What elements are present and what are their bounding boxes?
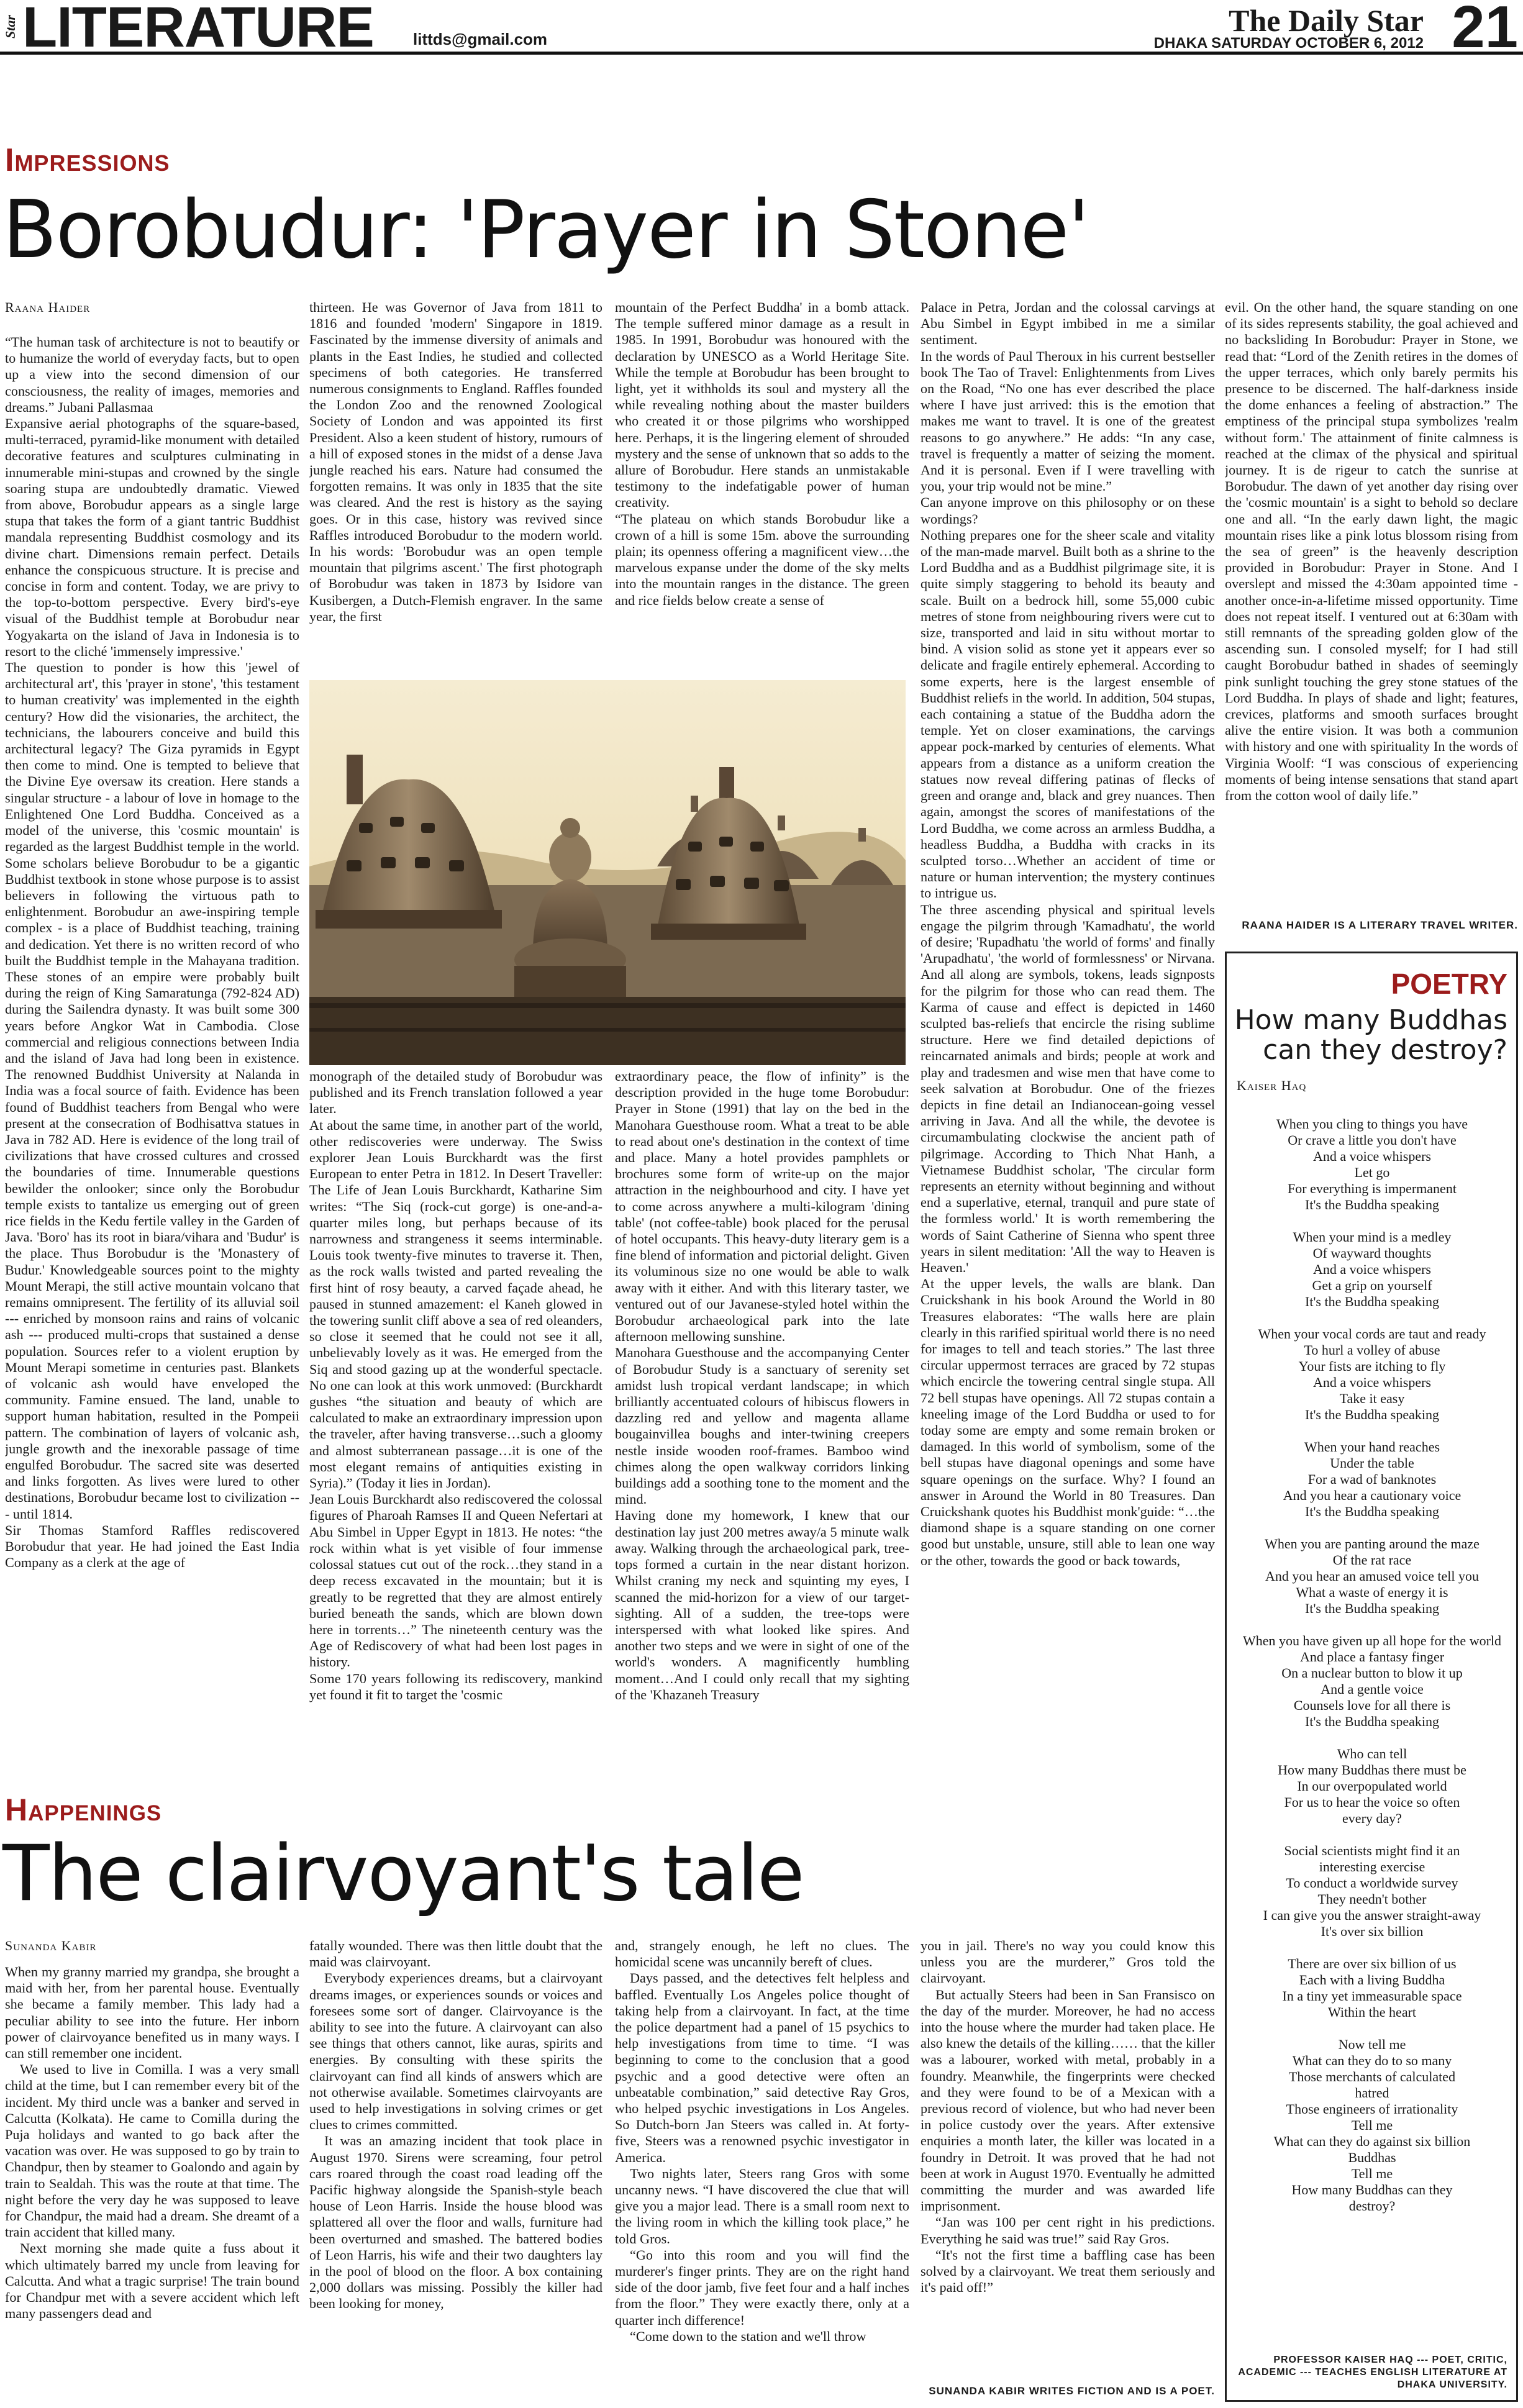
paragraph: Having done my homework, I knew that our destination lay just 200 metres away/a 5 minute walk away. Walking through the archaeological park, tree-tops formed a curtain in the near distant horizon. Whilst craning my neck and squinting my eyes, I scanned the mid-horizon for a view of our target-sighting. All of a sudden, the tree-tops were interspersed with what looked like spires. And another two steps and we were in sight of one of the world's wonders. A magnificently humbling moment…And I could only recall that my sighting of the 'Khazaneh Treasury xyxy=(615,1507,909,1702)
paragraph: “The plateau on which stands Borobudur like a crown of a hill is some 15m. above the surrounding plain; its openness offering a magnificent view…the marvelous expanse under the dome of the sky melts into the mountain ranges in the distance. The green and rice fields below create a sense of xyxy=(615,511,909,608)
borobudur-photo xyxy=(309,680,906,1065)
poem-line: When you are panting around the maze xyxy=(1265,1536,1480,1552)
article1-column-4 xyxy=(615,299,909,672)
article2-column-4 xyxy=(921,1938,1215,2380)
poem-line: For a wad of banknotes xyxy=(1307,1471,1437,1487)
poem-stanza xyxy=(1235,1843,1509,1940)
poem-line: It's over six billion xyxy=(1321,1924,1424,1939)
poem-stanza xyxy=(1235,1116,1509,1213)
poem-stanza xyxy=(1235,2037,1509,2214)
poem-line: Counsels love for all there is xyxy=(1293,1697,1451,1713)
paragraph: monograph of the detailed study of Borobudur was published and its French translation followed a year later. xyxy=(309,1068,602,1117)
poem-line: For everything is impermanent xyxy=(1288,1181,1457,1196)
paragraph: Sir Thomas Stamford Raffles rediscovered Borobudur that year. He had joined the East India Company as a clerk at the age of xyxy=(5,1522,299,1571)
paragraph: In the words of Paul Theroux in his current bestseller book The Tao of Travel: Enlightenments from Lives on the Road, “No one has ever described the place where I have just arrived: this is the emotion that makes me want to travel. It is one of the greatest reasons to go anywhere.” He adds: “In any case, travel is frequently a matter of seizing the moment. And it is personal. Even if I were travelling with you, your trip would not be mine.” xyxy=(921,348,1215,494)
poet-credit: PROFESSOR KAISER HAQ --- POET, CRITIC, ACADEMIC --- TEACHES ENGLISH LITERATURE AT DHAKA UNIVERSITY. xyxy=(1238,2355,1507,2390)
paragraph: At the upper levels, the walls are blank. Dan Cruickshank in his book Around the World in 80 Treasures elaborates: “The walls here are plain clearly in this rarified spiritual world there is no need for images to tell and teach stories.” The last three circular uppermost terraces are graced by 72 stupas which encircle the towering central single stupa. All 72 bell stupas have openings. All 72 stupas contain a kneeling image of the Lord Buddha or used to for today some are empty and some remain broken or damaged. In this world of symbolism, some of the bell stupas have diagonal openings and some have square openings on the surface. Why? I found an answer in Around the World in 80 Treasures. Dan Cruickshank quotes his Buddhist monk'guide: “…the diamond shape is a square standing on one corner good but unstable, unsure, still able to lean one way or the other, towards the good or back towards, xyxy=(921,1276,1215,1568)
article2-column-1 xyxy=(5,1964,299,2402)
paragraph: and, strangely enough, he left no clues. The homicidal scene was uncannily bereft of clues. xyxy=(615,1938,909,1970)
poem-line: Buddhas xyxy=(1348,2150,1396,2165)
poem-stanza xyxy=(1235,1439,1509,1520)
poem-line: And place a fantasy finger xyxy=(1299,1649,1445,1665)
poem-line: What can they do against six billion xyxy=(1273,2133,1471,2149)
poem-line: And a voice whispers xyxy=(1312,1148,1431,1164)
poem-line: Get a grip on yourself xyxy=(1312,1278,1432,1293)
paragraph: Nothing prepares one for the sheer scale and vitality of the man-made marvel. Built both as a shrine to the Lord Buddha and as a Buddhist pilgrimage site, it is quite simply staggering to behold its beauty and scale. Built on a bedrock hill, some 55,000 cubic metres of stone from neighbouring rivers were cut to size, transported and laid in situ without mortar to bind. A vision solid as stone yet it appears ever so delicate and fragile entirely ephemeral. According to some experts, here is the largest ensemble of Buddhist reliefs in the world. In addition, 504 stupas, each containing a statue of the Buddha adorn the temple. Yet on closer examinations, the carvings appear pock-marked by centuries of elements. What appears from a distance as a uniform creation the statues now reveal differing patinas of flecks of green and orange and, black and grey nuances. Then again, amongst the scores of manifestations of the Lord Buddha, we come across an armless Buddha, a headless Buddha, a Buddha with cracks in its sculpted torso…Whether an accident of time or nature or human intervention; the mystery continues to intrigue us. xyxy=(921,527,1215,901)
paragraph: “The human task of architecture is not to beautify or to humanize the world of everyday facts, but to open up a view into the second dimension of our consciousness, the reality of images, memories and dreams.” Jubani Pallasmaa xyxy=(5,334,299,415)
poem-stanza xyxy=(1235,1536,1509,1617)
article2-headline: The clairvoyant's tale xyxy=(2,1829,804,1919)
poem-line: Or crave a little you don't have xyxy=(1288,1132,1457,1148)
paragraph: Two nights later, Steers rang Gros with some uncanny news. “I have discovered the clue that will give you a major lead. There is a small room next to the living room in which the killing took place,” he told Gros. xyxy=(615,2165,909,2247)
poem-stanza xyxy=(1235,1746,1509,1827)
dateline: DHAKA SATURDAY OCTOBER 6, 2012 xyxy=(1153,35,1424,52)
paragraph: At about the same time, in another part of the world, other rediscoveries were underway. The Swiss explorer Jean Louis Burckhardt was the first European to enter Petra in 1812. In Desert Traveller: The Life of Jean Louis Burckhardt, Katharine Sim writes: “The Siq (rock-cut gorge) is one-and-a-quarter miles long, but perhaps because of its narrowness and strangeness it seems interminable. Louis took twenty-five minutes to traverse it. Then, as the rock walls twisted and parted revealing the first hint of rosy beauty, a carved façade ahead, he paused in stunned amazement: el Kaneh glowed in the towering sunlit cliff above a sea of red oleanders, so close it seemed that he could not see it all, unbelievably lovely as it was. He emerged from the Siq and stood gazing up at the wonderful spectacle. No one can look at this work unmoved: (Burckhardt gushes “the situation and beauty of which are calculated to make an extraordinary impression upon the traveler, after having transverse…such a gloomy and almost subterranean passage…it is one of the most elegant remains of antiquities existing in Syria).” (Today it lies in Jordan). xyxy=(309,1117,602,1491)
poem-line: How many Buddhas can they xyxy=(1291,2182,1453,2197)
star-logo: Star xyxy=(2,15,18,39)
photo-illustration xyxy=(309,680,906,1065)
article1-column-1 xyxy=(5,334,299,1747)
article1-headline: Borobudur: 'Prayer in Stone' xyxy=(2,184,1089,276)
poem-line: Those merchants of calculated xyxy=(1288,2069,1456,2084)
article1-kicker: Impressions xyxy=(5,142,170,178)
poem-line: hatred xyxy=(1355,2085,1389,2101)
poem-line: How many Buddhas there must be xyxy=(1278,1762,1466,1778)
paragraph: Can anyone improve on this philosophy or on these wordings? xyxy=(921,494,1215,527)
poem-stanza xyxy=(1235,1956,1509,2020)
page-masthead xyxy=(0,0,1523,60)
poem-line: To hurl a volley of abuse xyxy=(1304,1342,1440,1358)
poem-line: Of the rat race xyxy=(1332,1552,1412,1568)
paragraph: Some 170 years following its rediscovery, mankind yet found it fit to target the 'cosmic xyxy=(309,1670,602,1702)
poem-line: And you hear a cautionary voice xyxy=(1283,1488,1462,1503)
paragraph: Days passed, and the detectives felt helpless and baffled. Eventually Los Angeles police thought of taking help from a clairvoyant. In fact, at the time the police department had a panel of 15 psychics to help investigations from time to time. “I was beginning to come to the conclusion that a good psychic and a good detective were often an unbeatable combination,” said detective Ray Gros, who helped psychic investigations in Los Angeles. So Dutch-born Jan Steers was called in. At forty-five, Steers was a renowned psychic investigator in America. xyxy=(615,1970,909,2165)
paragraph: It was an amazing incident that took place in August 1970. Sirens were screaming, four petrol cars roared through the coast road leading off the Pacific highway alongside the Spanish-style beach house of Leon Harris. Inside the house blood was splattered all over the floor and walls, furniture had been overturned and smashed. The battered bodies of Leon Harris, his wife and their two daughters lay in the pool of blood on the floor. A box containing 2,000 dollars was missing. Possibly the killer had been looking for money, xyxy=(309,2133,602,2312)
poem-stanza xyxy=(1235,1633,1509,1730)
article2-byline: Sunanda Kabir xyxy=(5,1938,97,1953)
poem-line: destroy? xyxy=(1348,2198,1396,2214)
poem-line: Those engineers of irrationality xyxy=(1286,2101,1458,2117)
poem-line: For us to hear the voice so often xyxy=(1284,1794,1460,1810)
poem-line: It's the Buddha speaking xyxy=(1305,1294,1439,1309)
poem-line: They needn't bother xyxy=(1317,1891,1427,1907)
article2-column-2 xyxy=(309,1938,602,2402)
paragraph: “It's not the first time a baffling case has been solved by a clairvoyant. We treat them seriously and it's paid off!” xyxy=(921,2247,1215,2296)
paragraph: “Come down to the station and we'll throw xyxy=(630,2328,866,2344)
article1-column-2 xyxy=(309,299,602,672)
poetry-box xyxy=(1225,952,1518,2402)
poem-line: It's the Buddha speaking xyxy=(1305,1197,1439,1212)
poem-line: And a voice whispers xyxy=(1312,1374,1431,1390)
paragraph: evil. On the other hand, the square standing on one of its sides represents stability, the goal achieved and no backsliding In Borobudur: Prayer in Stone, we read that: “Lord of the Zenith retires in the domes of the upper terraces, which only barely permits his presence to be discerned. The half-darkness inside the dome enhances a feeling of abstraction.” The emptiness of the principal stupa symbolizes 'realm without form.' The attainment of finite calmness is reached at the climax of the physical and spiritual journey. It is de rigeur to catch the sunrise at Borobudur. The dawn of yet another day rising over the 'cosmic mountain' is a sight to behold so declare one and all. “In the early dawn light, the magic mountain rises like a pink lotus blossom rising from the sea of green” is the heavenly description provided in Borobudur: Prayer in Stone. And I overslept and missed the 4:30am appointed time - another once-in-a-lifetime missed opportunity. Time does not repeat itself. I ventured out at 6:30am with still remnants of the spreading golden glow of the ascending sun. I consoled myself; for I had still caught Borobudur bathed in shades of seemingly pink sunlight touching the grey stone statues of the Lord Buddha. In plays of shade and light; features, crevices, platforms and smooth surfaces brought alive the entire vision. It was both a communion with history and one with spirituality In the words of Virginia Woolf: “I was conscious of experiencing moments of being intense sensations that stand apart from the cotton wool of daily life.” xyxy=(1225,299,1518,804)
article1-author-credit: RAANA HAIDER IS A LITERARY TRAVEL WRITER. xyxy=(1242,919,1518,931)
poem-line: And a gentle voice xyxy=(1321,1681,1424,1697)
paragraph: extraordinary peace, the flow of infinity” is the description provided in the huge tome Borobudur: Prayer in Stone (1991) that lay on the bed in the Manohara Guesthouse room. What a treat to be able to read about one's destination in the context of time and place. Many a hotel provides pamphlets or brochures some form of write-up on the major attraction in the neighbourhood and city. I have yet to come across anywhere a multi-kilogram 'dining table' (not coffee-table) book placed for the perusal of hotel occupants. This heavy-duty literary gem is a fine blend of information and pictorial delight. Given its voluminous size no one would be able to walk away with it either. And with this literary taster, we ventured out of our Javanese-styled hotel within the Borobudur archaeological park into the late afternoon mellowing sunshine. xyxy=(615,1068,909,1345)
page-number: 21 xyxy=(1452,0,1518,60)
poem-line: When your vocal cords are taut and ready xyxy=(1258,1326,1486,1342)
section-email[interactable]: littds@gmail.com xyxy=(413,30,548,48)
paragraph: Jean Louis Burckhardt also rediscovered the colossal figures of Pharoah Ramses II and Queen Nefertari at Abu Simbel in Upper Egypt in 1813. He notes: “the rock within what is yet visible of four immense colossal statues cut out of the rock…they stand in a deep recess excavated in the mountain; but it is greatly to be regretted that they are almost entirely buried beneath the sands, which are blown down here in torrents…” The nineteenth century was the Age of Rediscovery of what had been lost pages in history. xyxy=(309,1491,602,1670)
paragraph: “Jan was 100 per cent right in his predictions. Everything he said was true!” said Ray Gros. xyxy=(921,2214,1215,2247)
poem-line: To conduct a worldwide survey xyxy=(1286,1875,1458,1891)
poem-line: When you cling to things you have xyxy=(1276,1116,1468,1132)
poem-line: Social scientists might find it an xyxy=(1284,1843,1460,1858)
poem-line: Tell me xyxy=(1351,2117,1393,2133)
poem-line: On a nuclear button to blow it up xyxy=(1281,1665,1463,1681)
poem-line: When your hand reaches xyxy=(1304,1439,1440,1455)
poem-byline: Kaiser Haq xyxy=(1237,1078,1307,1093)
poem-stanza xyxy=(1235,1326,1509,1423)
paragraph: mountain of the Perfect Buddha' in a bomb attack. The temple suffered minor damage as a result in 1985. In 1991, Borobudur was honoured with the declaration by UNESCO as a World Heritage Site. While the temple at Borobudur has been brought to light, yet it withholds its soul and mystery all the while revealing nothing about the master builders who created it or those pilgrims who worshipped here. Perhaps, it is the lingering element of shrouded mystery and the sense of unknown that so adds to the allure of Borobudur. Here stands an unmistakable testimony to the indefatigable power of human creativity. xyxy=(615,299,909,511)
paragraph: Manohara Guesthouse and the accompanying Center of Borobudur Study is a sanctuary of serenity set amidst lush tropical verdant landscape; in which brilliantly accentuated colours of hibiscus flowers in dazzling red and yellow and magenta allame bougainvillea boughs and inter-twining creepers nestle inside wooden roof-frames. Bamboo wind chimes along the open walkway corridors linking buildings add a soothing tone to the moment and the mind. xyxy=(615,1345,909,1507)
poem-line: When you have given up all hope for the world xyxy=(1242,1633,1502,1648)
poem-line: It's the Buddha speaking xyxy=(1305,1601,1439,1616)
paragraph: “Go into this room and you will find the murderer's finger prints. They are on the right hand side of the door jamb, five feet four and a half inches from the floor.” They were exactly there, only at a quarter inch difference! xyxy=(615,2247,909,2328)
article2-author-credit: SUNANDA KABIR WRITES FICTION AND IS A POET. xyxy=(929,2385,1215,2397)
poem-line: Take it easy xyxy=(1339,1391,1405,1406)
poem-title: How many Buddhas can they destroy? xyxy=(1234,1004,1507,1066)
paragraph: thirteen. He was Governor of Java from 1811 to 1816 and founded 'modern' Singapore in 1819. Fascinated by the immense diversity of animals and plants in the East Indies, he studied and collected specimens of both categories. He transferred numerous consignments to England. Raffles founded the London Zoo and the renowned Zoological Society of London and was appointed its first President. Also a keen student of history, rumours of a hill of exposed stones in the midst of a dense Java jungle reached his ears. Nature had consumed the forgotten remains. It was only in 1835 that the site was cleared. And the rest is history as the saying goes. Or in this case, history was revived since Raffles introduced Borobudur to the modern world. In his words: 'Borobudur was an open temple mountain that pilgrims ascent.' The first photograph of Borobudur was taken in 1873 by Isidore van Kusibergen, a Dutch-Flemish engraver. In the same year, the first xyxy=(309,299,602,624)
poem-line: Each with a living Buddha xyxy=(1299,1972,1445,1988)
poem-line: There are over six billion of us xyxy=(1288,1956,1457,1971)
poetry-kicker: POETRY xyxy=(1391,968,1507,1000)
paragraph: Expansive aerial photographs of the square-based, multi-terraced, pyramid-like monument with detailed decorative features and sculptures culminating in innumerable mini-stupas and crowned by the single soaring stupa are undoubtedly dramatic. Viewed from above, Borobudur appears as a single large stupa that takes the form of a giant tantric Buddhist mandala representing Buddhist cosmology and its divine chart. Dimensions remain perfect. Details enhance the conspicuous structure. It is precise and concise in form and content. Today, we are privy to the top-to-bottom perspective. Every bird's-eye visual of the Buddhist temple at Borobudur near Yogyakarta on the island of Java in Indonesia is to resort to the cliché 'immensely impressive.' xyxy=(5,416,299,659)
poem-line: And a voice whispers xyxy=(1312,1261,1431,1277)
poem-line: It's the Buddha speaking xyxy=(1305,1714,1439,1729)
poem-line: In our overpopulated world xyxy=(1297,1778,1447,1794)
article1-byline: Raana Haider xyxy=(5,299,91,315)
paragraph: Everybody experiences dreams, but a clairvoyant dreams images, or experiences sounds or voices and foresees some sort of danger. Clairvoyance is the ability to see into the future. A clairvoyant can also see things that others cannot, like auras, spirits and energies. By consulting with these spirits the clairvoyant can find all kinds of answers which are not otherwise available. Sometimes clairvoyants are used to help investigations in solving crimes or get clues to crimes committed. xyxy=(309,1970,602,2133)
paragraph: The question to ponder is how this 'jewel of architectural art', this 'prayer in stone', 'this testament to human creativity' was implemented in the eighth century? How did the visionaries, the architect, the technicians, the labourers conceive and build this architectural legacy? The Giza pyramids in Egypt then come to mind. One is tempted to believe that the Divine Eye oversaw its creation. Here stands a singular structure - a labour of love in homage to the Enlightened One Lord Buddha. Conceived as a model of the universe, this 'cosmic mountain' is regarded as the largest Buddhist temple in the world. Some scholars believe Borobudur to be a gigantic Buddhist textbook in stone whose purpose is to assist believers in following the virtuous path to enlightenment. Borobudur an awe-inspiring temple complex - is a place of Buddhist teaching, training and dedication. Yet there is no written record of who built the Buddhist temple in the Mahayana tradition. These stones of an empire were probably built during the reign of King Samaratunga (792-824 AD) during the Sailendra dynasty. It was built some 300 years before Angkor Wat in Cambodia. Close commercial and religious connections between India and the island of Java had long been in existence. The renowned Buddhist University at Nalanda in India was a focal source of faith. Evidence has been found of Buddhist teachers from Bengal who were present at the consecration of Bodhisattva statues in Java in 782 AD. Here is evidence of the long trail of civilizations that have crossed cultures and crossed the boundaries of time. Innumerable questions bewilder the onlooker; since only the Borobudur temple exists to tantalize us emerging out of green rice fields in the Kedu fertile valley in the Garden of Java. 'Boro' has its root in biara/vihara and 'Budur' is the place. Thus Borobudur is the 'Monastery of Budur.' Knowledgeable sources point to the mighty Mount Merapi, the still active mountain volcano that remains omnipresent. The fertility of its alluvial soil --- enriched by monsoon rains and rains of volcanic ash --- produced multi-crops that sustained a dense population. Sources refer to a violent eruption by Mount Merapi sometime in centuries past. Blankets of volcanic ash would have enveloped the community. Famine ensued. The land, unable to support human habitation, resulted in the Pompeii pattern. The combination of layers of volcanic ash, jungle growth and the inexorable passage of time engulfed Borobudur. The sacred site was deserted and links forgotten. As lives were lured to other destinations, Borobudur became lost to civilization --- until 1814. xyxy=(5,660,299,1522)
article2-kicker: Happenings xyxy=(5,1792,162,1827)
poem-line: Of wayward thoughts xyxy=(1312,1245,1432,1261)
paragraph: The three ascending physical and spiritual levels engage the pilgrim through 'Kamadhatu', the world of desire; 'Rupadhatu 'the world of forms' and finally 'Arupadhatu', 'the world of formlessness' or Nirvana. And all along are symbols, tokens, leads signposts for the pilgrim for those who can read them. The Karma of cause and effect is depicted in 1460 sculpted bas-reliefs that encircle the rising sublime structure. Here we find detailed depictions of reincarnated animals and birds; people at work and play and tradesmen and wise men that have come to seek salvation at Borobudur. One of the friezes depicts in fine detail an Indianocean-going vessel arriving in Java. And all the while, the devotee is circumambulating clockwise the ancient path of pilgrimage. According to Thich Nhat Hanh, a Vietnamese Buddhist scholar, 'The circular form represents an eternity without beginning and without end a superlative, eternal, tranquil and pure state of the formless world.' It is worth remembering the words of Saint Catherine of Sienna who spent three years in silent meditation: 'All the way to Heaven is Heaven.' xyxy=(921,901,1215,1275)
poem-line: every day? xyxy=(1342,1811,1402,1826)
newspaper-name: The Daily Star xyxy=(1229,3,1424,38)
paragraph: fatally wounded. There was then little doubt that the maid was clairvoyant. xyxy=(309,1938,602,1970)
poem-line: What a waste of energy it is xyxy=(1296,1584,1448,1600)
poem-line: What can they do to so many xyxy=(1292,2053,1452,2068)
paragraph: Next morning she made quite a fuss about it which ultimately barred my uncle from leaving for Calcutta. And what a tragic surprise! The train bound for Chandpur met with a severe accident which left many passengers dead and xyxy=(5,2240,299,2322)
article1-column-6 xyxy=(921,299,1215,1764)
poem-line: And you hear an amused voice tell you xyxy=(1265,1568,1479,1584)
poem-line: Now tell me xyxy=(1338,2037,1406,2052)
poem-line: Let go xyxy=(1354,1165,1390,1180)
poem-stanza xyxy=(1235,1229,1509,1310)
poem-line: Tell me xyxy=(1351,2166,1393,2181)
poem-line: Your fists are itching to fly xyxy=(1298,1358,1446,1374)
poem-line: It's the Buddha speaking xyxy=(1305,1407,1439,1422)
article1-column-5 xyxy=(615,1068,909,1764)
poem-line: I can give you the answer straight-away xyxy=(1263,1907,1481,1923)
article2-column-3 xyxy=(615,1938,909,2402)
paragraph: We used to live in Comilla. I was a very small child at the time, but I can remember every bit of the incident. My third uncle was a banker and served in Calcutta (Kolkata). He came to Comilla during the Puja holidays and wanted to go back after the vacation was over. He was supposed to go by train to Chandpur, then by steamer to Goalondo and again by train to Sealdah. This was the route at that time. The night before the very day he was supposed to leave for Chandpur, the maid had a dream. She dreamt of a train accident that killed many. xyxy=(5,2061,299,2240)
poem-line: It's the Buddha speaking xyxy=(1305,1504,1439,1519)
poem-body xyxy=(1235,1116,1509,2230)
poem-line: Under the table xyxy=(1330,1455,1414,1471)
paragraph: When my granny married my grandpa, she brought a maid with her, from her parental house. Eventually she became a family member. This lady had a peculiar ability to see into the future. Her inborn power of clairvoyance benefited us in many ways. I can still remember one incident. xyxy=(5,1964,299,2061)
paragraph: you in jail. There's no way you could know this unless you are the murderer,” Gros told the clairvoyant. xyxy=(921,1938,1215,1986)
poem-line: Within the heart xyxy=(1327,2004,1417,2020)
paragraph: Palace in Petra, Jordan and the colossal carvings at Abu Simbel in Egypt imbibed in me a similar sentiment. xyxy=(921,299,1215,348)
article1-column-7 xyxy=(1225,299,1518,914)
section-title: LITERATURE xyxy=(22,0,374,59)
poem-line: Who can tell xyxy=(1337,1746,1407,1761)
poem-line: When your mind is a medley xyxy=(1293,1229,1452,1245)
poem-line: In a tiny yet immeasurable space xyxy=(1282,1988,1462,2004)
article1-column-3 xyxy=(309,1068,602,1764)
poem-line: interesting exercise xyxy=(1319,1859,1425,1874)
paragraph: But actually Steers had been in San Fransisco on the day of the murder. Moreover, he had no access into the house where the murder had taken place. He also knew the details of the killing…… that the killer was a labourer, worked with metal, probably in a foundry. Meanwhile, the fingerprints were checked and they were found to be of a Mexican with a previous record of violence, but who had never been in police custody over the years. After extensive enquiries a month later, the killer was located in a foundry in Detroit. It was proved that he had not been at work in August 1970. Eventually he admitted committing the murder and was awarded life imprisonment. xyxy=(921,1986,1215,2214)
